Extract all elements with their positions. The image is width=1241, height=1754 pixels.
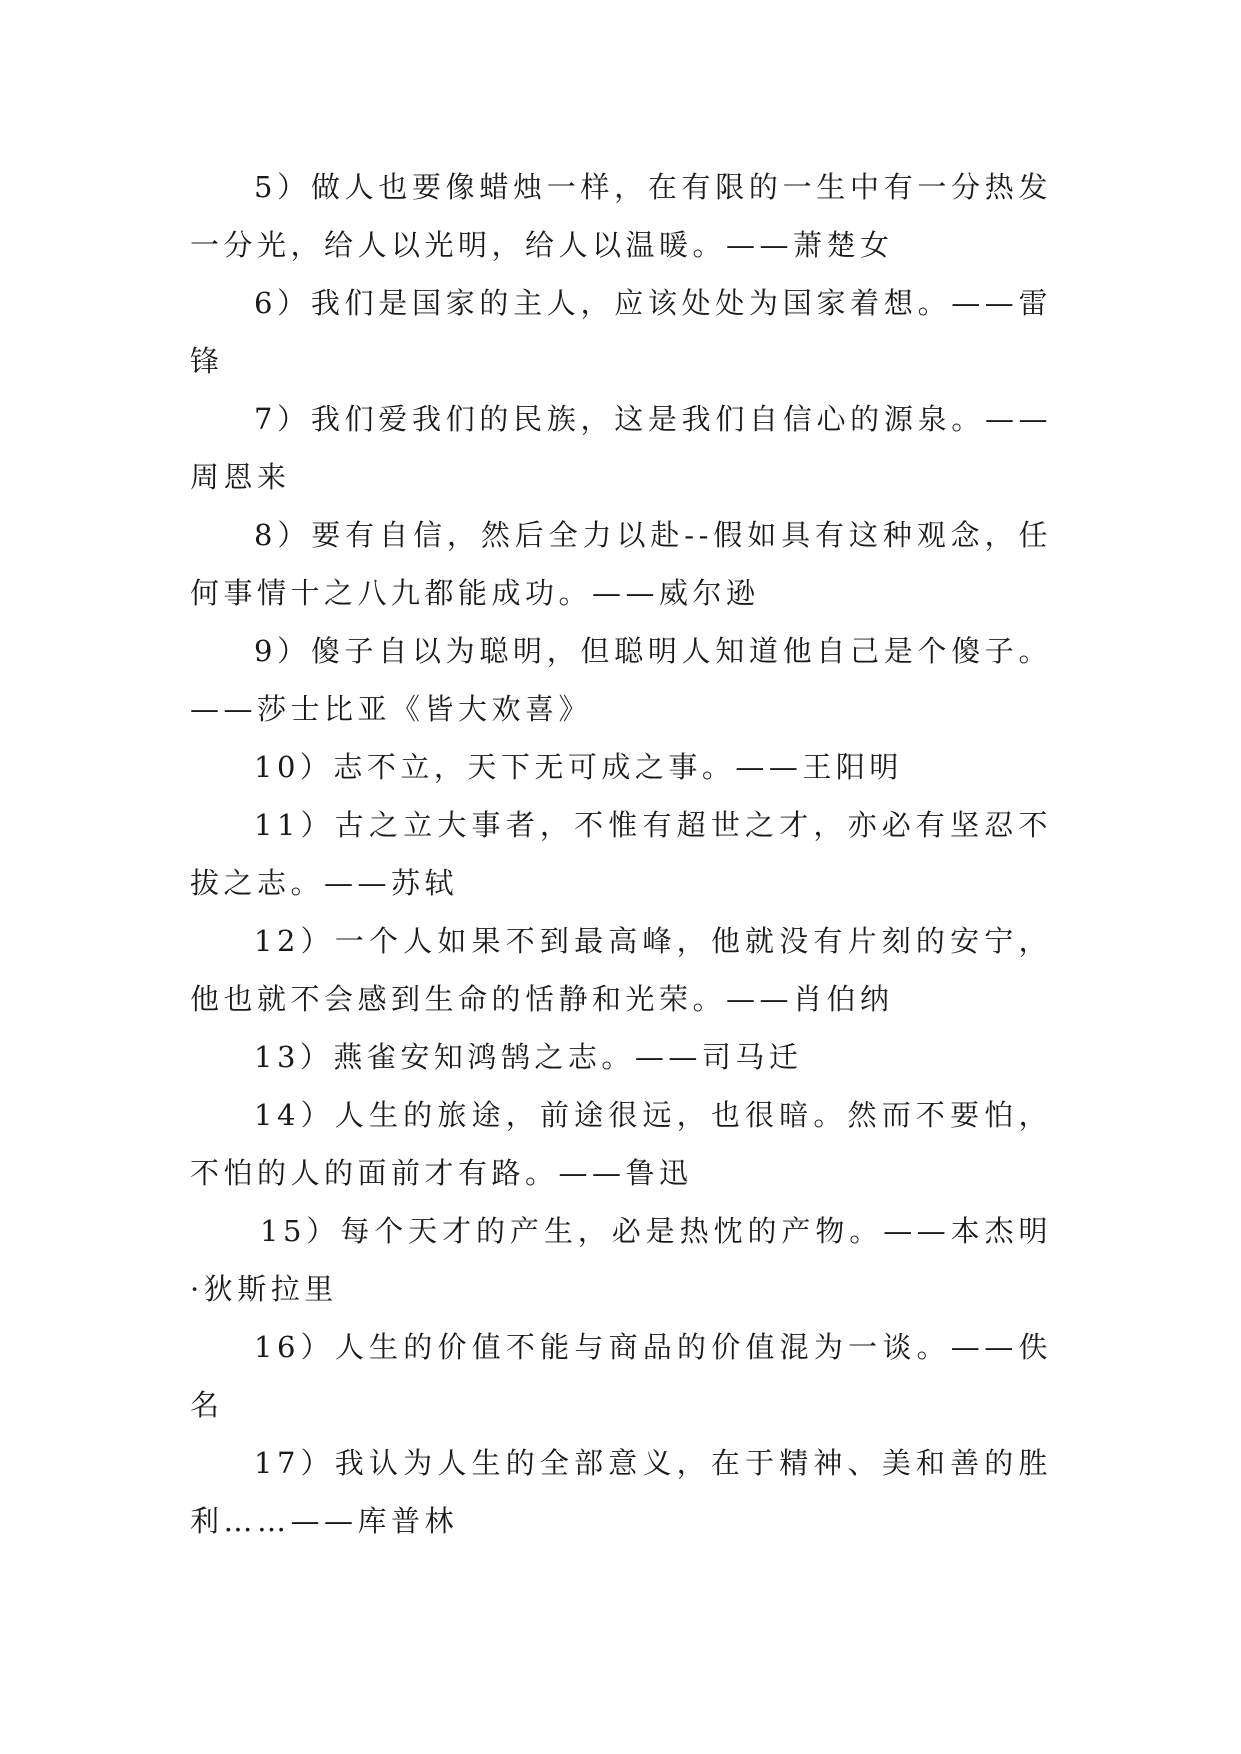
- quote-item: 6）我们是国家的主人，应该处处为国家着想。——雷锋: [190, 286, 1052, 378]
- quote-item: 12）一个人如果不到最高峰，他就没有片刻的安宁，他也就不会感到生命的恬静和光荣。——肖伯纳: [190, 924, 1052, 1016]
- quote-item: 5）做人也要像蜡烛一样，在有限的一生中有一分热发一分光，给人以光明，给人以温暖。——萧楚女: [190, 170, 1052, 262]
- quote-item: 15）每个天才的产生，必是热忱的产物。——本杰明·狄斯拉里: [190, 1214, 1052, 1306]
- quote-item: 7）我们爱我们的民族，这是我们自信心的源泉。——周恩来: [190, 402, 1052, 494]
- quote-item: 10）志不立，天下无可成之事。——王阳明: [254, 750, 903, 784]
- quote-item: 8）要有自信，然后全力以赴--假如具有这种观念，任何事情十之八九都能成功。——威尔逊: [190, 518, 1052, 610]
- quote-item: 17）我认为人生的全部意义，在于精神、美和善的胜利……——库普林: [190, 1446, 1052, 1538]
- quote-item: 11）古之立大事者，不惟有超世之才，亦必有坚忍不拔之志。——苏轼: [190, 808, 1052, 900]
- quote-item: 14）人生的旅途，前途很远，也很暗。然而不要怕，不怕的人的面前才有路。——鲁迅: [190, 1098, 1052, 1190]
- quote-item: 16）人生的价值不能与商品的价值混为一谈。——佚名: [190, 1330, 1052, 1422]
- quote-list: [190, 158, 1052, 1550]
- quote-item: 9）傻子自以为聪明，但聪明人知道他自己是个傻子。——莎士比亚《皆大欢喜》: [190, 634, 1052, 726]
- quote-item: 13）燕雀安知鸿鹄之志。——司马迁: [254, 1040, 803, 1074]
